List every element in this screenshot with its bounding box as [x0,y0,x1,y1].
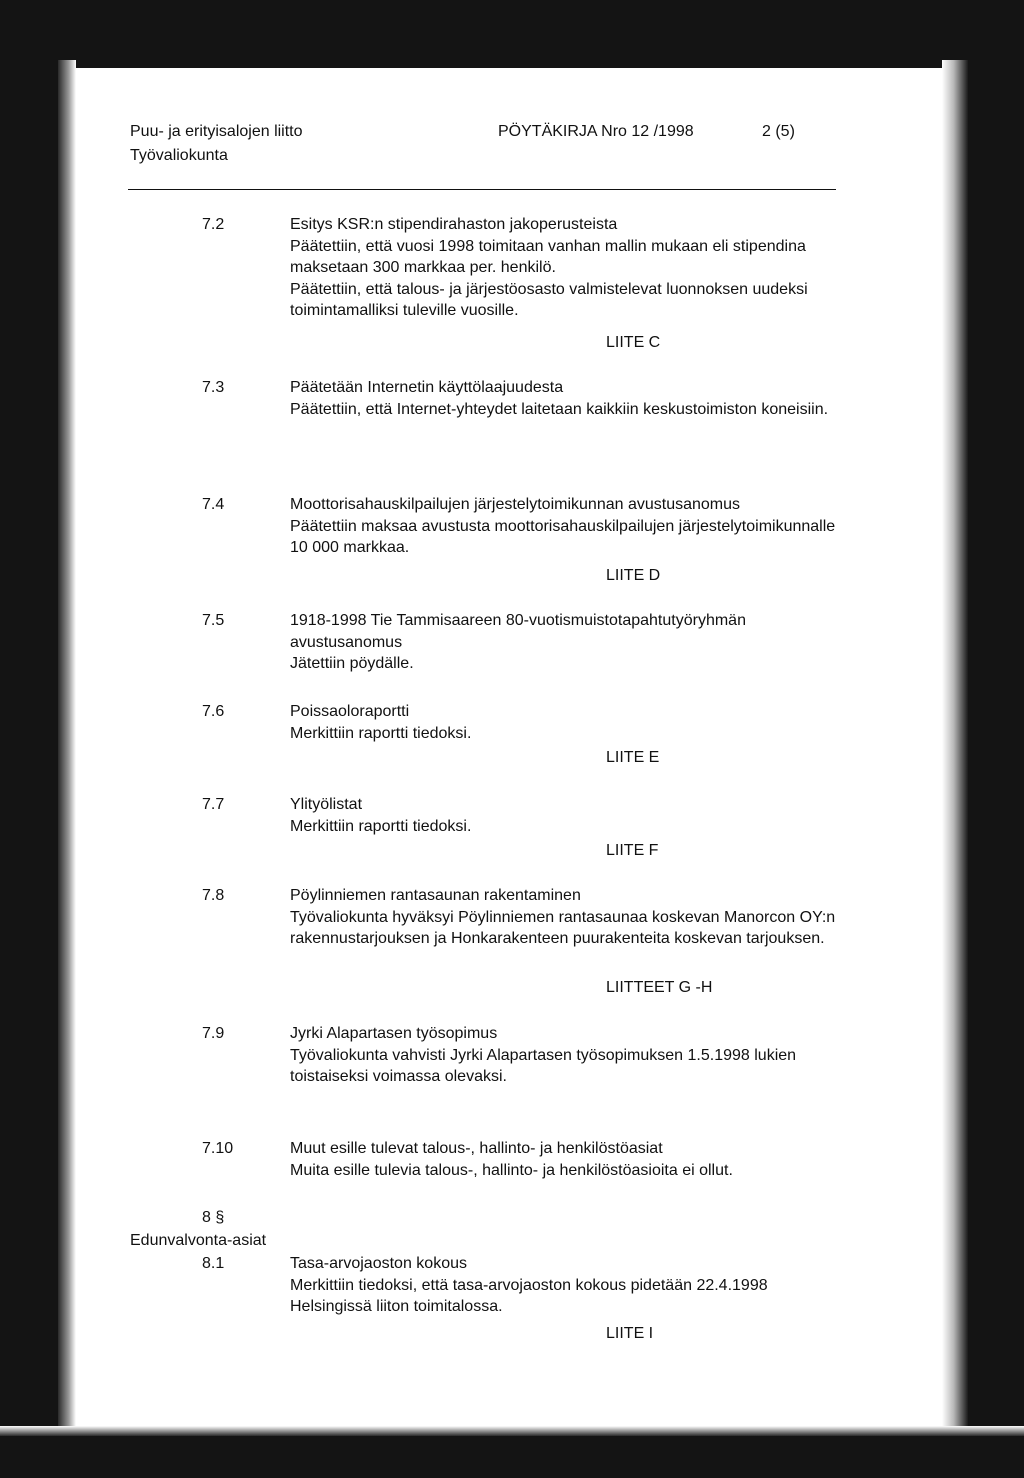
item-text: Merkittiin raportti tiedoksi. [290,817,472,835]
item-text: Merkittiin tiedoksi, että tasa-arvojaoston kokous pidetään 22.4.1998 Helsingissä liiton toimitalossa. [290,1276,768,1316]
item-title: Moottorisahauskilpailujen järjestelytoimikunnan avustusanomus [290,496,741,513]
attachment-label: LIITE F [606,842,659,859]
item-text: Muita esille tulevia talous-, hallinto- ja henkilöstöasioita ei ollut. [290,1161,733,1179]
item-number: 7.10 [202,1140,234,1157]
item-text: Jätettiin pöydälle. [290,655,414,673]
item-body [290,1023,838,1088]
committee-name: Työvaliokunta [130,147,228,164]
item-body [290,701,838,744]
item-title: Tasa-arvojaoston kokous [290,1255,467,1272]
attachment-label: LIITE I [606,1325,654,1342]
item-number: 7.9 [202,1025,225,1042]
item-number: 7.7 [202,796,225,813]
item-title: Esitys KSR:n stipendirahaston jakoperusteista [290,216,618,233]
item-number: 7.6 [202,703,225,720]
attachment-label: LIITTEET G -H [606,979,713,996]
item-title: 1918-1998 Tie Tammisaareen 80-vuotismuistotapahtutyöryhmän avustusanomus [290,612,746,651]
item-number: 8.1 [202,1255,225,1272]
item-body [290,1138,838,1181]
item-title: Poissaoloraportti [290,703,410,720]
item-body [290,494,838,559]
item-text: Päätettiin, että Internet-yhteydet laitetaan kaikkiin keskustoimiston koneisiin. [290,400,829,418]
item-title: Muut esille tulevat talous-, hallinto- ja henkilöstöasiat [290,1140,663,1157]
item-title: Pöylinniemen rantasaunan rakentaminen [290,887,581,904]
document-title: PÖYTÄKIRJA Nro 12 /1998 [498,123,694,140]
item-body [290,377,838,420]
item-text: Päätettiin, että talous- ja järjestöosasto valmistelevat luonnoksen uudeksi toimintamalliksi tuleville vuosille. [290,280,808,320]
item-text: Merkittiin raportti tiedoksi. [290,724,472,742]
item-number: 7.5 [202,612,225,629]
item-title: Ylityölistat [290,796,363,813]
item-body [290,794,838,837]
item-number: 7.3 [202,379,225,396]
item-title: Jyrki Alapartasen työsopimus [290,1025,498,1042]
header-rule [128,189,836,190]
item-body [290,1253,838,1318]
item-title: Päätetään Internetin käyttölaajuudesta [290,379,564,396]
item-text: Päätettiin, että vuosi 1998 toimitaan vanhan mallin mukaan eli stipendina maksetaan 300 markkaa per. henkilö. [290,237,806,277]
item-text: Työvaliokunta vahvisti Jyrki Alapartasen työsopimuksen 1.5.1998 lukien toistaiseksi voimassa olevaksi. [290,1046,797,1086]
item-body [290,610,838,675]
item-body [290,885,838,950]
item-number: 7.2 [202,216,225,233]
attachment-label: LIITE D [606,567,661,584]
item-number: 7.8 [202,887,225,904]
section-subtitle: Edunvalvonta-asiat [130,1232,267,1249]
section-heading: 8 § [202,1209,225,1226]
attachment-label: LIITE E [606,749,660,766]
organization-name: Puu- ja erityisalojen liitto [130,123,303,140]
item-number: 7.4 [202,496,225,513]
page-number: 2 (5) [762,123,795,140]
item-body [290,214,838,322]
attachment-label: LIITE C [606,334,661,351]
item-text: Päätettiin maksaa avustusta moottorisahauskilpailujen järjestelytoimikunnalle 10 000 markkaa. [290,517,836,557]
item-text: Työvaliokunta hyväksyi Pöylinniemen rantasaunaa koskevan Manorcon OY:n rakennustarjouksen ja Honkarakenteen puurakenteita koskevan tarjouksen. [290,908,836,948]
